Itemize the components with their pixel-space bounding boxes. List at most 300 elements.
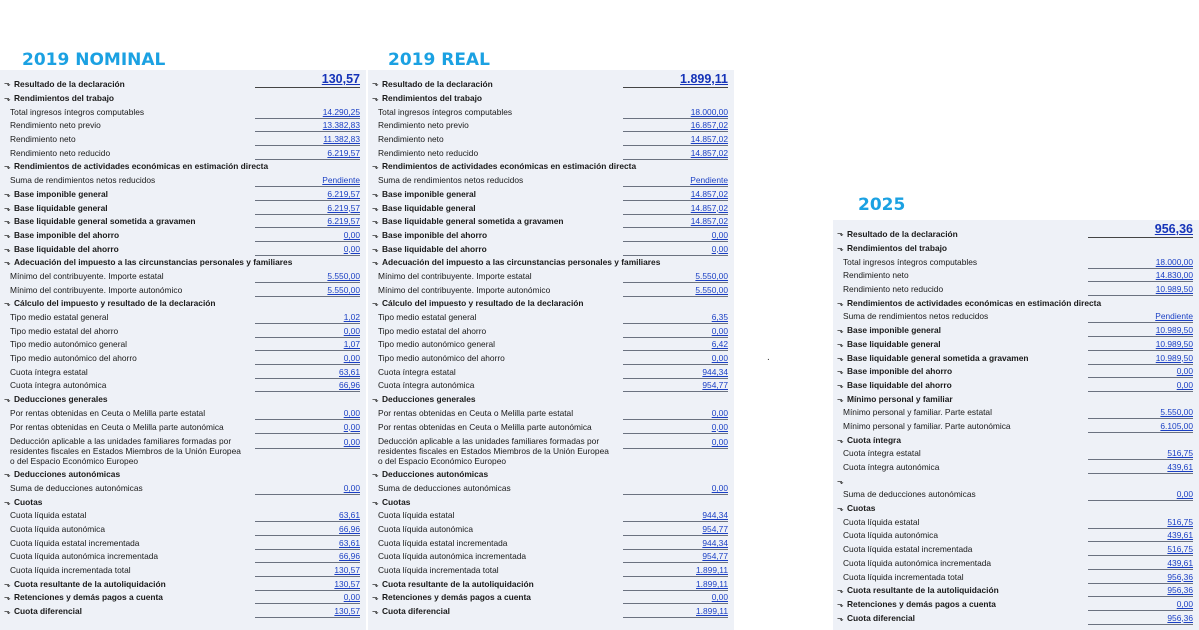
result-row[interactable] (0, 72, 366, 92)
stray-dot: . (767, 352, 770, 363)
amount-link[interactable]: 5.550,00 (255, 284, 360, 297)
line-item-row (368, 147, 734, 161)
amount-link[interactable]: 0,00 (255, 352, 360, 365)
chevron-collapse-icon[interactable]: ⬎ (372, 94, 379, 103)
row-label: Cuota líquida estatal (378, 510, 455, 521)
amount-link[interactable]: 18.000,00 (1088, 256, 1193, 269)
amount-link[interactable]: 944,34 (623, 537, 728, 550)
amount-link[interactable]: 14.290,25 (255, 106, 360, 119)
line-item-row (833, 516, 1199, 530)
amount-link[interactable]: 0,00 (1088, 488, 1193, 501)
section-row[interactable] (833, 338, 1199, 352)
chevron-collapse-icon[interactable]: ⬎ (4, 230, 11, 240)
amount-link[interactable]: 0,00 (623, 436, 728, 449)
amount-link[interactable]: Pendiente (623, 174, 728, 187)
row-label: Suma de rendimientos netos reducidos (843, 311, 989, 322)
chevron-collapse-icon[interactable]: ⬎ (4, 79, 11, 88)
amount-link[interactable]: 956,36 (1088, 584, 1193, 597)
line-item-row (0, 550, 366, 564)
chevron-collapse-icon[interactable]: ⬎ (837, 586, 844, 596)
row-label: Tipo medio autonómico general (378, 339, 496, 350)
row-label: Cuota diferencial (382, 606, 450, 617)
chevron-collapse-icon[interactable]: ⬎ (4, 593, 11, 603)
line-item-row (368, 509, 734, 523)
chevron-collapse-icon[interactable]: ⬎ (4, 94, 11, 103)
section-row[interactable] (833, 324, 1199, 338)
chevron-collapse-icon[interactable]: ⬎ (372, 579, 379, 589)
section-row[interactable] (833, 393, 1199, 407)
chevron-collapse-icon[interactable]: ⬎ (837, 229, 844, 238)
row-label: Cuota líquida estatal (10, 510, 87, 521)
amount-link[interactable]: 5.550,00 (623, 270, 728, 283)
section-row[interactable] (368, 229, 734, 243)
row-label: Base liquidable general sometida a gravamen (847, 352, 1029, 363)
line-item-row (368, 311, 734, 325)
line-item-row (833, 256, 1199, 270)
amount-link[interactable]: 0,00 (255, 407, 360, 420)
section-row[interactable] (833, 379, 1199, 393)
amount-link[interactable]: 0,00 (623, 352, 728, 365)
row-label: Por rentas obtenidas en Ceuta o Melilla parte autonómica (378, 421, 592, 432)
amount-link[interactable]: 10.989,50 (1088, 338, 1193, 351)
amount-link[interactable]: 0,00 (255, 482, 360, 495)
result-amount-link[interactable]: 956,36 (1088, 222, 1193, 238)
section-row[interactable] (833, 242, 1199, 256)
row-label: Base liquidable del ahorro (14, 243, 119, 254)
line-item-row (833, 461, 1199, 475)
chevron-collapse-icon[interactable]: ⬎ (4, 258, 11, 268)
row-label: Deducciones generales (382, 394, 476, 405)
row-label: Retenciones y demás pagos a cuenta (382, 592, 531, 603)
section-row[interactable] (833, 352, 1199, 366)
chevron-collapse-icon[interactable]: ⬎ (372, 470, 379, 480)
section-row[interactable] (0, 256, 366, 270)
amount-link[interactable]: 516,75 (1088, 516, 1193, 529)
chevron-collapse-icon[interactable]: ⬎ (4, 395, 11, 405)
section-row[interactable] (0, 215, 366, 229)
row-label: Mínimo del contribuyente. Importe estatal (378, 270, 532, 281)
amount-link[interactable]: 6.219,57 (255, 188, 360, 201)
line-item-row (833, 543, 1199, 557)
amount-link[interactable]: 6,42 (623, 338, 728, 351)
chevron-collapse-icon[interactable]: ⬎ (4, 607, 11, 617)
section-row[interactable] (833, 502, 1199, 516)
chevron-collapse-icon[interactable]: ⬎ (372, 395, 379, 405)
line-item-row (0, 379, 366, 393)
section-row[interactable] (0, 578, 366, 592)
amount-link[interactable]: 14.830,00 (1088, 269, 1193, 282)
row-label: Mínimo personal y familiar. Parte autonómica (843, 420, 1011, 431)
declaration-panel-2019-real (368, 70, 734, 630)
line-item-row (0, 106, 366, 120)
row-label: Cuota líquida incrementada total (10, 565, 131, 575)
line-item-row (833, 310, 1199, 324)
chevron-collapse-icon[interactable]: ⬎ (837, 298, 844, 308)
line-item-row (0, 284, 366, 298)
panel-title-2019-real: 2019 REAL (388, 50, 490, 70)
row-label: Rendimiento neto reducido (10, 147, 111, 158)
declaration-panel-2019-nominal (0, 70, 366, 630)
row-label: Rendimiento neto previo (378, 120, 469, 131)
amount-link[interactable]: 11.382,83 (255, 133, 360, 146)
section-row[interactable] (0, 229, 366, 243)
amount-link[interactable]: 1.899,11 (623, 578, 728, 591)
amount-link[interactable]: 6.219,57 (255, 215, 360, 228)
row-label: Retenciones y demás pagos a cuenta (847, 598, 996, 609)
row-label: Base liquidable del ahorro (382, 243, 487, 254)
amount-link[interactable]: 18.000,00 (623, 106, 728, 119)
amount-link[interactable]: 0,00 (255, 421, 360, 434)
amount-link[interactable]: 0,00 (1088, 365, 1193, 378)
section-row[interactable] (368, 496, 734, 510)
section-row[interactable] (833, 598, 1199, 612)
amount-link[interactable]: 6.219,57 (255, 202, 360, 215)
chevron-collapse-icon[interactable]: ⬎ (372, 230, 379, 240)
chevron-collapse-icon[interactable]: ⬎ (4, 244, 11, 254)
amount-link[interactable]: 1,07 (255, 338, 360, 351)
amount-link[interactable]: 66,96 (255, 523, 360, 536)
chevron-collapse-icon[interactable]: ⬎ (837, 244, 844, 253)
row-label: Retenciones y demás pagos a cuenta (14, 592, 163, 603)
row-label: Mínimo personal y familiar (847, 393, 953, 404)
section-row[interactable] (833, 434, 1199, 448)
line-item-row (368, 537, 734, 551)
amount-link[interactable]: 14.857,02 (623, 202, 728, 215)
row-label: Rendimiento neto reducido (843, 284, 944, 295)
row-label: Rendimiento neto (10, 134, 76, 145)
amount-link[interactable]: 944,34 (623, 509, 728, 522)
amount-link[interactable]: 956,36 (1088, 571, 1193, 584)
panel-title-2025: 2025 (858, 195, 906, 215)
section-row[interactable] (368, 188, 734, 202)
row-label: Cuotas (847, 503, 876, 514)
amount-link[interactable]: 0,00 (1088, 598, 1193, 611)
amount-link[interactable]: 516,75 (1088, 543, 1193, 556)
line-item-row (0, 421, 366, 435)
amount-link[interactable]: 14.857,02 (623, 147, 728, 160)
chevron-collapse-icon[interactable]: ⬎ (372, 203, 379, 213)
amount-link[interactable]: 6.219,57 (255, 147, 360, 160)
section-row[interactable] (833, 612, 1199, 626)
line-item-row (833, 571, 1199, 585)
chevron-collapse-icon[interactable]: ⬎ (4, 162, 11, 172)
section-row[interactable] (0, 393, 366, 407)
amount-link[interactable]: 5.550,00 (1088, 406, 1193, 419)
section-row[interactable] (0, 92, 366, 106)
chevron-collapse-icon[interactable]: ⬎ (837, 613, 844, 623)
row-label: Tipo medio autonómico del ahorro (378, 353, 505, 364)
line-item-row (368, 550, 734, 564)
chevron-collapse-icon[interactable]: ⬎ (372, 189, 379, 199)
amount-link[interactable]: 0,00 (623, 591, 728, 604)
amount-link[interactable]: 14.857,02 (623, 133, 728, 146)
chevron-collapse-icon[interactable]: ⬎ (372, 244, 379, 254)
amount-link[interactable]: 66,96 (255, 550, 360, 563)
amount-link[interactable]: 1.899,11 (623, 564, 728, 577)
section-row[interactable] (0, 243, 366, 257)
result-amount-link[interactable]: 130,57 (255, 72, 360, 88)
row-label: Base imponible general (382, 188, 477, 199)
section-row[interactable] (0, 468, 366, 482)
chevron-collapse-icon[interactable]: ⬎ (4, 217, 11, 227)
amount-link[interactable]: 0,00 (623, 229, 728, 242)
row-label: Por rentas obtenidas en Ceuta o Melilla parte estatal (378, 407, 574, 418)
amount-link[interactable]: 0,00 (255, 229, 360, 242)
amount-link[interactable]: 944,34 (623, 366, 728, 379)
amount-link[interactable]: 13.382,83 (255, 119, 360, 132)
row-label: Cuota líquida incrementada total (843, 571, 964, 582)
line-item-row (368, 523, 734, 537)
row-label: Tipo medio estatal general (10, 312, 109, 322)
line-item-row (368, 338, 734, 352)
line-item-row (368, 379, 734, 393)
row-label: Rendimientos del trabajo (847, 243, 948, 253)
row-label: Tipo medio autonómico del ahorro (10, 353, 137, 364)
line-item-row (368, 284, 734, 298)
chevron-collapse-icon[interactable]: ⬎ (372, 258, 379, 268)
amount-link[interactable]: 130,57 (255, 578, 360, 591)
row-label: Mínimo del contribuyente. Importe autonómico (10, 284, 183, 295)
amount-link[interactable]: 0,00 (623, 421, 728, 434)
row-label: Cuota íntegra autonómica (378, 380, 475, 391)
row-label: Cuota líquida autonómica (378, 523, 473, 534)
amount-link[interactable]: 516,75 (1088, 447, 1193, 460)
chevron-collapse-icon[interactable]: ⬎ (372, 299, 379, 309)
row-label: Resultado de la declaración (847, 229, 958, 239)
chevron-collapse-icon[interactable]: ⬎ (837, 476, 844, 486)
amount-link[interactable]: 6.105,00 (1088, 420, 1193, 433)
chevron-collapse-icon[interactable]: ⬎ (837, 504, 844, 514)
amount-link[interactable]: 0,00 (623, 325, 728, 338)
section-row[interactable] (833, 297, 1199, 311)
chevron-collapse-icon[interactable]: ⬎ (4, 189, 11, 199)
amount-link[interactable]: 0,00 (623, 407, 728, 420)
amount-link[interactable]: 14.857,02 (623, 215, 728, 228)
declaration-panel-2025 (833, 220, 1199, 630)
chevron-collapse-icon[interactable]: ⬎ (4, 203, 11, 213)
amount-link[interactable]: 16.857,02 (623, 119, 728, 132)
row-label: Por rentas obtenidas en Ceuta o Melilla parte estatal (10, 407, 206, 418)
row-label: Adecuación del impuesto a las circunstancias personales y familiares (382, 257, 661, 268)
amount-link[interactable]: 63,61 (255, 537, 360, 550)
line-item-row (833, 447, 1199, 461)
row-label: Por rentas obtenidas en Ceuta o Melilla parte autonómica (10, 421, 224, 432)
row-label: Rendimientos de actividades económicas en estimación directa (14, 161, 269, 172)
row-label: Suma de deducciones autonómicas (10, 482, 143, 493)
chevron-collapse-icon[interactable]: ⬎ (837, 326, 844, 336)
chevron-collapse-icon[interactable]: ⬎ (372, 79, 379, 88)
amount-link[interactable]: Pendiente (255, 174, 360, 187)
line-item-row (368, 434, 734, 468)
amount-link[interactable]: 6,35 (623, 311, 728, 324)
chevron-collapse-icon[interactable]: ⬎ (372, 593, 379, 603)
amount-link[interactable]: 954,77 (623, 523, 728, 536)
row-label: Adecuación del impuesto a las circunstancias personales y familiares (14, 257, 293, 268)
section-row[interactable] (368, 215, 734, 229)
chevron-collapse-icon[interactable]: ⬎ (837, 339, 844, 349)
section-row[interactable] (0, 297, 366, 311)
row-label: Cuota líquida autonómica (10, 523, 105, 534)
row-label: Cuota líquida autonómica (843, 530, 938, 541)
chevron-collapse-icon[interactable]: ⬎ (372, 497, 379, 507)
line-item-row (0, 482, 366, 496)
chevron-collapse-icon[interactable]: ⬎ (4, 497, 11, 507)
row-label: Base imponible general (847, 325, 942, 336)
section-row[interactable] (368, 605, 734, 619)
section-row[interactable] (368, 393, 734, 407)
amount-link[interactable]: 439,61 (1088, 557, 1193, 570)
amount-link[interactable]: 0,00 (255, 325, 360, 338)
line-item-row (0, 338, 366, 352)
line-item-row (833, 420, 1199, 434)
row-label: Suma de rendimientos netos reducidos (378, 175, 524, 186)
amount-link[interactable]: 10.989,50 (1088, 283, 1193, 296)
row-label: Rendimiento neto (378, 134, 444, 145)
row-label: Rendimiento neto reducido (378, 147, 479, 158)
line-item-row (0, 270, 366, 284)
chevron-collapse-icon[interactable]: ⬎ (837, 599, 844, 609)
result-amount-link[interactable]: 1.899,11 (623, 72, 728, 88)
row-label: Cuota resultante de la autoliquidación (14, 578, 166, 589)
amount-link[interactable]: 0,00 (255, 436, 360, 449)
amount-link[interactable]: 439,61 (1088, 461, 1193, 474)
line-item-row (0, 434, 366, 468)
chevron-collapse-icon[interactable]: ⬎ (372, 162, 379, 172)
amount-link[interactable]: 5.550,00 (255, 270, 360, 283)
row-label: Cuota líquida autonómica incrementada (843, 557, 992, 568)
row-label: Cuota líquida estatal incrementada (10, 537, 140, 548)
line-item-row (0, 147, 366, 161)
chevron-collapse-icon[interactable]: ⬎ (4, 299, 11, 309)
section-row[interactable] (368, 591, 734, 605)
row-label: Cuotas (382, 496, 411, 507)
row-label: Cuota íntegra estatal (10, 366, 88, 377)
amount-link[interactable]: Pendiente (1088, 310, 1193, 323)
result-row[interactable] (368, 72, 734, 92)
amount-link[interactable]: 130,57 (255, 564, 360, 577)
row-label: Cálculo del impuesto y resultado de la declaración (14, 298, 216, 309)
row-label: Base liquidable general sometida a gravamen (382, 216, 564, 227)
row-label: Rendimientos del trabajo (14, 93, 115, 103)
chevron-collapse-icon[interactable]: ⬎ (837, 353, 844, 363)
section-row[interactable] (368, 160, 734, 174)
row-label: Rendimiento neto previo (10, 120, 101, 131)
chevron-collapse-icon[interactable]: ⬎ (837, 367, 844, 377)
amount-link[interactable]: 0,00 (255, 591, 360, 604)
line-item-row (368, 482, 734, 496)
row-label: Cuotas (14, 496, 43, 507)
amount-link[interactable]: 954,77 (623, 550, 728, 563)
row-label: Base imponible del ahorro (847, 366, 953, 377)
row-label: Cuota diferencial (14, 606, 82, 617)
line-item-row (0, 407, 366, 421)
row-label: Cuota líquida incrementada total (378, 565, 499, 575)
line-item-row (833, 406, 1199, 420)
amount-link[interactable]: 130,57 (255, 605, 360, 618)
row-label: Rendimientos de actividades económicas en estimación directa (847, 297, 1102, 308)
section-row[interactable] (368, 578, 734, 592)
line-item-row (368, 133, 734, 147)
chevron-collapse-icon[interactable]: ⬎ (837, 394, 844, 404)
panel-title-2019-nominal: 2019 NOMINAL (22, 50, 166, 70)
row-label: Total ingresos íntegros computables (378, 106, 513, 117)
section-row[interactable] (0, 591, 366, 605)
row-label: Base liquidable general (14, 202, 108, 213)
amount-link[interactable]: 0,00 (623, 243, 728, 256)
chevron-collapse-icon[interactable]: ⬎ (4, 579, 11, 589)
section-row[interactable] (368, 468, 734, 482)
row-label: Rendimiento neto (843, 270, 909, 281)
row-label: Cuota íntegra autonómica (843, 462, 940, 472)
row-label: Base liquidable general sometida a gravamen (14, 216, 196, 227)
chevron-collapse-icon[interactable]: ⬎ (372, 607, 379, 617)
line-item-row (833, 557, 1199, 571)
amount-link[interactable]: 5.550,00 (623, 284, 728, 297)
section-row[interactable] (368, 202, 734, 216)
section-row[interactable] (833, 584, 1199, 598)
line-item-row (0, 133, 366, 147)
amount-link[interactable]: 0,00 (255, 243, 360, 256)
section-row[interactable] (0, 496, 366, 510)
section-row[interactable] (368, 92, 734, 106)
section-row[interactable] (0, 188, 366, 202)
amount-link[interactable]: 10.989,50 (1088, 324, 1193, 337)
row-label: Total ingresos íntegros computables (843, 256, 978, 267)
line-item-row (368, 119, 734, 133)
line-item-row (368, 407, 734, 421)
section-row[interactable] (0, 605, 366, 619)
amount-link[interactable]: 956,36 (1088, 612, 1193, 625)
amount-link[interactable]: 10.989,50 (1088, 352, 1193, 365)
section-row[interactable] (368, 297, 734, 311)
chevron-collapse-icon[interactable]: ⬎ (4, 470, 11, 480)
row-label: Cuota líquida estatal (843, 516, 920, 527)
line-item-row (833, 529, 1199, 543)
amount-link[interactable]: 63,61 (255, 366, 360, 379)
result-row[interactable] (833, 222, 1199, 242)
row-label: Tipo medio estatal general (378, 312, 477, 322)
amount-link[interactable]: 1,02 (255, 311, 360, 324)
row-label: Base liquidable general (382, 202, 476, 213)
row-label: Total ingresos íntegros computables (10, 106, 145, 117)
section-row[interactable] (0, 160, 366, 174)
row-label: Base imponible del ahorro (382, 229, 488, 240)
section-row[interactable] (368, 243, 734, 257)
row-label: Cuota íntegra autonómica (10, 380, 107, 391)
amount-link[interactable]: 0,00 (623, 482, 728, 495)
line-item-row (0, 509, 366, 523)
line-item-row (0, 537, 366, 551)
line-item-row (0, 352, 366, 366)
amount-link[interactable]: 1.899,11 (623, 605, 728, 618)
amount-link[interactable]: 954,77 (623, 379, 728, 392)
row-label: Cuota resultante de la autoliquidación (382, 578, 534, 589)
amount-link[interactable]: 439,61 (1088, 529, 1193, 542)
row-label: Mínimo personal y familiar. Parte estatal (843, 407, 992, 418)
chevron-collapse-icon[interactable]: ⬎ (837, 435, 844, 445)
section-row[interactable] (368, 256, 734, 270)
amount-link[interactable]: 66,96 (255, 379, 360, 392)
section-row[interactable] (833, 475, 1199, 489)
section-row[interactable] (833, 365, 1199, 379)
chevron-collapse-icon[interactable]: ⬎ (372, 217, 379, 227)
section-row[interactable] (0, 202, 366, 216)
amount-link[interactable]: 14.857,02 (623, 188, 728, 201)
amount-link[interactable]: 0,00 (1088, 379, 1193, 392)
amount-link[interactable]: 63,61 (255, 509, 360, 522)
row-label: Cuota resultante de la autoliquidación (847, 585, 999, 596)
chevron-collapse-icon[interactable]: ⬎ (837, 380, 844, 390)
